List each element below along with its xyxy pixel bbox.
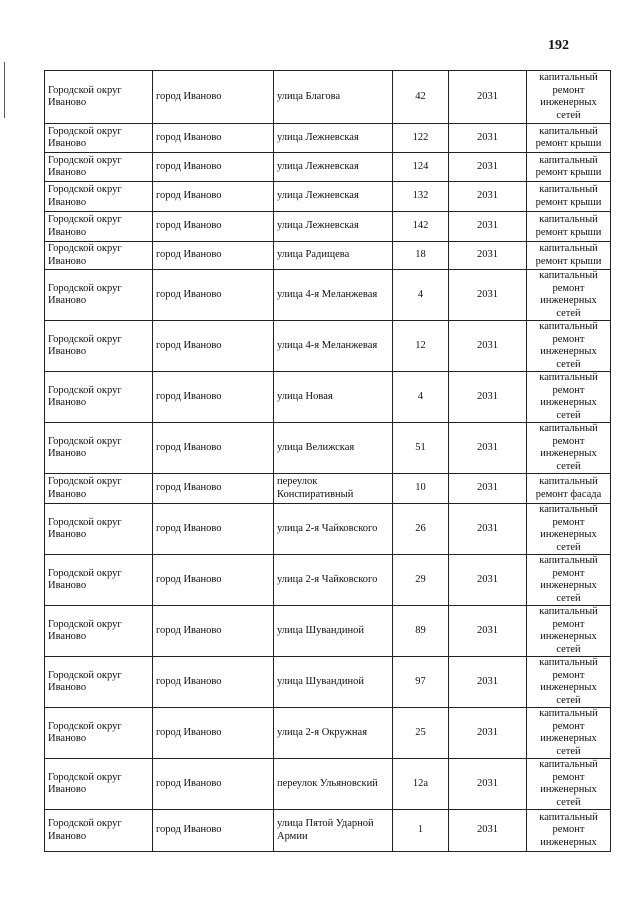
municipality-cell: Городской округ Иваново — [45, 606, 153, 657]
street-cell: улица 2-я Чайковского — [274, 504, 393, 555]
table-row — [45, 124, 611, 153]
work-type-cell: капитальный ремонт инженерных — [527, 810, 611, 852]
year-cell: 2031 — [449, 423, 527, 474]
house-number-cell: 29 — [393, 555, 449, 606]
year-cell: 2031 — [449, 372, 527, 423]
table-row — [45, 504, 611, 555]
work-type-cell: капитальный ремонт крыши — [527, 153, 611, 182]
work-type-cell: капитальный ремонт инженерных сетей — [527, 71, 611, 124]
work-type-cell: капитальный ремонт инженерных сетей — [527, 708, 611, 759]
municipality-cell: Городской округ Иваново — [45, 423, 153, 474]
city-cell: город Иваново — [153, 372, 274, 423]
street-cell: переулок Конспиративный — [274, 474, 393, 504]
street-cell: улица Велижская — [274, 423, 393, 474]
city-cell: город Иваново — [153, 124, 274, 153]
margin-rule — [4, 62, 5, 118]
municipality-cell: Городской округ Иваново — [45, 321, 153, 372]
house-number-cell: 124 — [393, 153, 449, 182]
city-cell: город Иваново — [153, 474, 274, 504]
city-cell: город Иваново — [153, 71, 274, 124]
year-cell: 2031 — [449, 504, 527, 555]
work-type-cell: капитальный ремонт инженерных сетей — [527, 372, 611, 423]
work-type-cell: капитальный ремонт инженерных сетей — [527, 657, 611, 708]
house-number-cell: 18 — [393, 242, 449, 270]
year-cell: 2031 — [449, 606, 527, 657]
year-cell: 2031 — [449, 657, 527, 708]
city-cell: город Иваново — [153, 270, 274, 321]
year-cell: 2031 — [449, 708, 527, 759]
table-row — [45, 372, 611, 423]
table-row — [45, 474, 611, 504]
city-cell: город Иваново — [153, 759, 274, 810]
city-cell: город Иваново — [153, 504, 274, 555]
street-cell: улица Благова — [274, 71, 393, 124]
house-number-cell: 1 — [393, 810, 449, 852]
street-cell: улица Лежневская — [274, 153, 393, 182]
table-row — [45, 212, 611, 242]
municipality-cell: Городской округ Иваново — [45, 810, 153, 852]
house-number-cell: 132 — [393, 182, 449, 212]
table-row — [45, 606, 611, 657]
work-type-cell: капитальный ремонт крыши — [527, 182, 611, 212]
city-cell: город Иваново — [153, 321, 274, 372]
street-cell: улица Пятой Ударной Армии — [274, 810, 393, 852]
table-row — [45, 71, 611, 124]
street-cell: улица Шувандиной — [274, 606, 393, 657]
house-number-cell: 10 — [393, 474, 449, 504]
house-number-cell: 51 — [393, 423, 449, 474]
year-cell: 2031 — [449, 124, 527, 153]
house-number-cell: 26 — [393, 504, 449, 555]
house-number-cell: 12 — [393, 321, 449, 372]
work-type-cell: капитальный ремонт крыши — [527, 212, 611, 242]
house-number-cell: 97 — [393, 657, 449, 708]
house-number-cell: 25 — [393, 708, 449, 759]
table-body — [45, 71, 611, 852]
table-row — [45, 153, 611, 182]
year-cell: 2031 — [449, 759, 527, 810]
work-type-cell: капитальный ремонт фасада — [527, 474, 611, 504]
house-number-cell: 4 — [393, 372, 449, 423]
year-cell: 2031 — [449, 270, 527, 321]
street-cell: улица 2-я Окружная — [274, 708, 393, 759]
table-row — [45, 708, 611, 759]
house-number-cell: 42 — [393, 71, 449, 124]
work-type-cell: капитальный ремонт инженерных сетей — [527, 321, 611, 372]
page-number: 192 — [548, 38, 569, 53]
work-type-cell: капитальный ремонт крыши — [527, 242, 611, 270]
street-cell: улица 2-я Чайковского — [274, 555, 393, 606]
year-cell: 2031 — [449, 242, 527, 270]
street-cell: улица 4-я Меланжевая — [274, 321, 393, 372]
house-number-cell: 122 — [393, 124, 449, 153]
city-cell: город Иваново — [153, 708, 274, 759]
work-type-cell: капитальный ремонт инженерных сетей — [527, 423, 611, 474]
city-cell: город Иваново — [153, 212, 274, 242]
work-type-cell: капитальный ремонт инженерных сетей — [527, 504, 611, 555]
table-row — [45, 810, 611, 852]
table-row — [45, 555, 611, 606]
city-cell: город Иваново — [153, 182, 274, 212]
city-cell: город Иваново — [153, 555, 274, 606]
table-row — [45, 182, 611, 212]
year-cell: 2031 — [449, 555, 527, 606]
work-type-cell: капитальный ремонт крыши — [527, 124, 611, 153]
year-cell: 2031 — [449, 321, 527, 372]
city-cell: город Иваново — [153, 242, 274, 270]
city-cell: город Иваново — [153, 606, 274, 657]
municipality-cell: Городской округ Иваново — [45, 270, 153, 321]
municipality-cell: Городской округ Иваново — [45, 372, 153, 423]
city-cell: город Иваново — [153, 423, 274, 474]
table-row — [45, 242, 611, 270]
city-cell: город Иваново — [153, 153, 274, 182]
work-type-cell: капитальный ремонт инженерных сетей — [527, 270, 611, 321]
table-row — [45, 657, 611, 708]
table-row — [45, 759, 611, 810]
table-row — [45, 270, 611, 321]
street-cell: улица Радищева — [274, 242, 393, 270]
street-cell: улица Лежневская — [274, 124, 393, 153]
street-cell: улица Лежневская — [274, 212, 393, 242]
year-cell: 2031 — [449, 474, 527, 504]
municipality-cell: Городской округ Иваново — [45, 153, 153, 182]
year-cell: 2031 — [449, 182, 527, 212]
street-cell: улица Лежневская — [274, 182, 393, 212]
municipality-cell: Городской округ Иваново — [45, 474, 153, 504]
year-cell: 2031 — [449, 810, 527, 852]
work-type-cell: капитальный ремонт инженерных сетей — [527, 606, 611, 657]
street-cell: переулок Ульяновский — [274, 759, 393, 810]
work-type-cell: капитальный ремонт инженерных сетей — [527, 555, 611, 606]
city-cell: город Иваново — [153, 657, 274, 708]
table-row — [45, 321, 611, 372]
table-row — [45, 423, 611, 474]
municipality-cell: Городской округ Иваново — [45, 759, 153, 810]
municipality-cell: Городской округ Иваново — [45, 71, 153, 124]
year-cell: 2031 — [449, 212, 527, 242]
house-number-cell: 89 — [393, 606, 449, 657]
municipality-cell: Городской округ Иваново — [45, 708, 153, 759]
municipality-cell: Городской округ Иваново — [45, 124, 153, 153]
year-cell: 2031 — [449, 71, 527, 124]
work-type-cell: капитальный ремонт инженерных сетей — [527, 759, 611, 810]
city-cell: город Иваново — [153, 810, 274, 852]
house-number-cell: 142 — [393, 212, 449, 242]
house-number-cell: 12а — [393, 759, 449, 810]
municipality-cell: Городской округ Иваново — [45, 555, 153, 606]
municipality-cell: Городской округ Иваново — [45, 657, 153, 708]
municipality-cell: Городской округ Иваново — [45, 242, 153, 270]
street-cell: улица 4-я Меланжевая — [274, 270, 393, 321]
municipality-cell: Городской округ Иваново — [45, 504, 153, 555]
municipality-cell: Городской округ Иваново — [45, 212, 153, 242]
street-cell: улица Новая — [274, 372, 393, 423]
repair-schedule-table — [44, 70, 611, 852]
street-cell: улица Шувандиной — [274, 657, 393, 708]
house-number-cell: 4 — [393, 270, 449, 321]
year-cell: 2031 — [449, 153, 527, 182]
municipality-cell: Городской округ Иваново — [45, 182, 153, 212]
